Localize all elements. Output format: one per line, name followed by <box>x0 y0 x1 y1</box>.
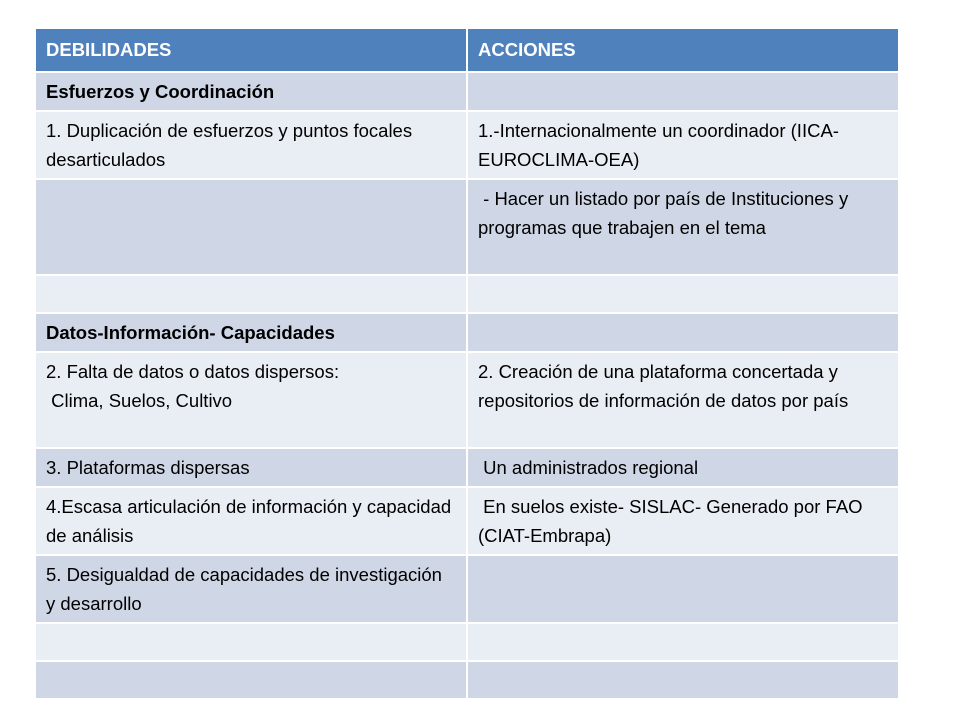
table-row <box>35 313 899 352</box>
table-header-row <box>35 28 899 72</box>
cell-debilidad: Esfuerzos y Coordinación <box>35 72 467 111</box>
header-acciones: ACCIONES <box>467 28 899 72</box>
cell-debilidad <box>35 275 467 313</box>
cell-accion <box>467 275 899 313</box>
table-row <box>35 179 899 275</box>
cell-debilidad: Datos-Información- Capacidades <box>35 313 467 352</box>
table-row <box>35 623 899 661</box>
cell-accion: 2. Creación de una plataforma concertada y repositorios de información de datos por país <box>467 352 899 448</box>
cell-debilidad: 3. Plataformas dispersas <box>35 448 467 487</box>
table-row <box>35 487 899 555</box>
cell-accion <box>467 555 899 623</box>
cell-accion <box>467 661 899 699</box>
cell-debilidad <box>35 661 467 699</box>
cell-accion: En suelos existe- SISLAC- Generado por FAO (CIAT-Embrapa) <box>467 487 899 555</box>
cell-accion: 1.-Internacionalmente un coordinador (IICA- EUROCLIMA-OEA) <box>467 111 899 179</box>
header-debilidades: DEBILIDADES <box>35 28 467 72</box>
cell-accion <box>467 623 899 661</box>
table-row <box>35 661 899 699</box>
cell-accion: Un administrados regional <box>467 448 899 487</box>
table-row <box>35 352 899 448</box>
debilidades-acciones-table <box>34 27 900 700</box>
table-row <box>35 111 899 179</box>
table-row <box>35 448 899 487</box>
cell-debilidad <box>35 623 467 661</box>
cell-debilidad: 4.Escasa articulación de información y capacidad de análisis <box>35 487 467 555</box>
cell-accion <box>467 313 899 352</box>
cell-accion <box>467 72 899 111</box>
cell-debilidad: 5. Desigualdad de capacidades de investigación y desarrollo <box>35 555 467 623</box>
cell-accion: - Hacer un listado por país de Instituciones y programas que trabajen en el tema <box>467 179 899 275</box>
cell-debilidad: 1. Duplicación de esfuerzos y puntos focales desarticulados <box>35 111 467 179</box>
table-row <box>35 275 899 313</box>
cell-debilidad: 2. Falta de datos o datos dispersos: Clima, Suelos, Cultivo <box>35 352 467 448</box>
table-row <box>35 555 899 623</box>
table-row <box>35 72 899 111</box>
cell-debilidad <box>35 179 467 275</box>
